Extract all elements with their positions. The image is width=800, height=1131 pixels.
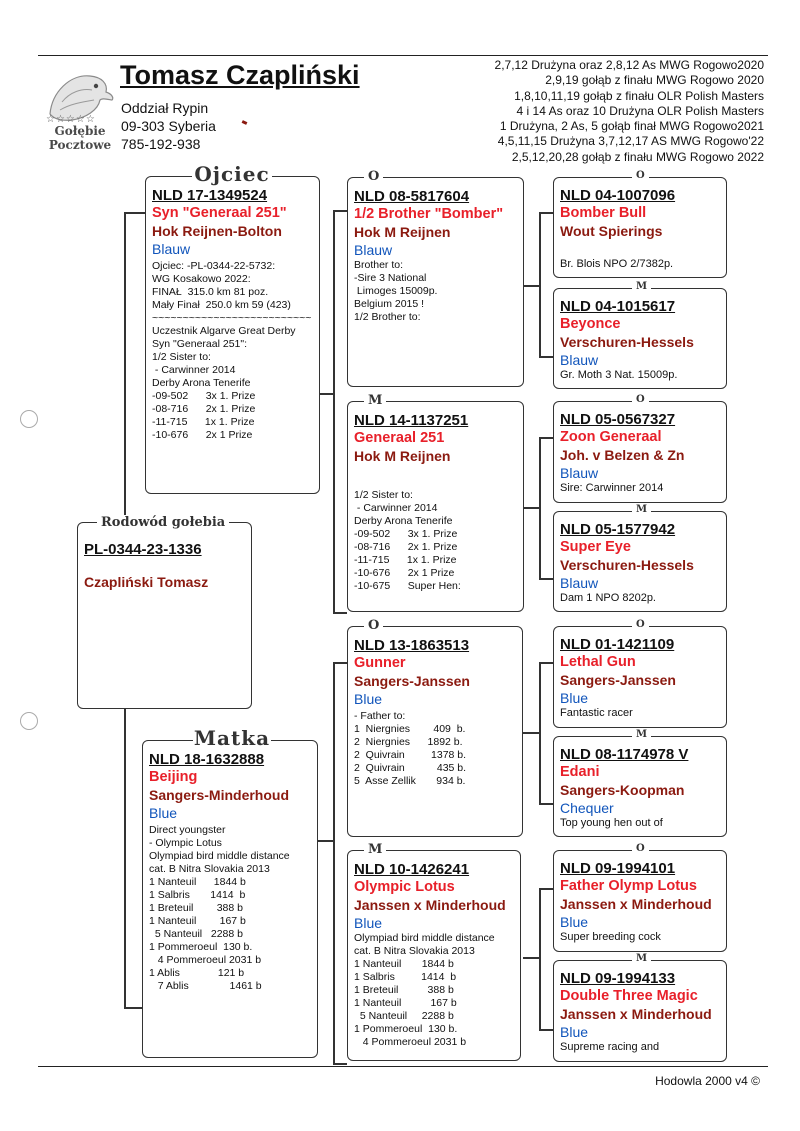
connector: [124, 708, 126, 1008]
achievement-item: 4 i 14 As oraz 10 Drużyna OLR Polish Masters: [516, 103, 764, 118]
achievement-item: 2,7,12 Drużyna oraz 2,8,12 As MWG Rogowo2020: [494, 58, 764, 72]
dd-sire-ring: NLD 09-1994101: [560, 860, 676, 877]
sire-sire-name: 1/2 Brother "Bomber": [354, 206, 504, 222]
dam-info: Direct youngster - Olympic Lotus Olympiad bird middle distance cat. B Nitra Slovakia 2013 1 Nanteuil 1844 b 1 Salbris 1414 b 1 Breteuil 388 b 1 Nanteuil 167 b 5 Nanteuil 2288 b 1 Pommeroeul 130 b. 4 Pommeroeul 2031 b 1 Ablis 121 b 7 Ablis 1461 b: [149, 824, 290, 992]
dam-breeder: Sangers-Minderhoud: [149, 787, 290, 803]
ds-dam-ring: NLD 08-1174978 V: [560, 746, 689, 763]
ss-sire-color: [560, 240, 720, 258]
dam-dam-breeder: Janssen x Minderhoud: [354, 897, 506, 913]
achievement-item: 4,5,11,15 Drużyna 3,7,12,17 AS MWG Rogowo'22: [497, 134, 764, 149]
sd-dam-breeder: Verschuren-Hessels: [560, 557, 694, 573]
sd-dam-ring: NLD 05-1577942: [560, 521, 676, 538]
sire-sire-ring: NLD 08-5817604: [354, 188, 470, 205]
ss-dam-tag: M: [632, 281, 651, 292]
subject-ring: PL-0344-23-1336: [84, 541, 202, 558]
connector: [539, 212, 553, 214]
connector: [523, 285, 539, 287]
sire-sire-tag: O: [364, 169, 383, 184]
connector: [539, 888, 553, 890]
pedigree-label: Rodowód gołebia: [97, 515, 229, 530]
achievement-item: 1,8,10,11,19 gołąb z finału OLR Polish Masters: [514, 88, 764, 103]
sire-ring: NLD 17-1349524: [152, 187, 268, 204]
connector: [333, 662, 335, 1064]
connector: [539, 1029, 553, 1031]
connector: [539, 356, 553, 358]
owner-phone: 785-192-938: [121, 136, 201, 152]
ds-dam-color: Chequer: [560, 800, 614, 816]
connector: [539, 888, 541, 1030]
father-label: Ojciec: [192, 162, 272, 186]
dd-sire-color: Blue: [560, 914, 589, 930]
sire-dam-box[interactable]: [347, 401, 524, 612]
footer-text: Hodowla 2000 v4 ©: [655, 1074, 760, 1088]
dd-sire-tag: O: [632, 843, 649, 854]
connector: [317, 840, 333, 842]
ss-dam-info: Gr. Moth 3 Nat. 15009p.: [560, 369, 678, 381]
sd-sire-box[interactable]: [553, 401, 727, 503]
connector: [523, 732, 539, 734]
connector: [523, 507, 539, 509]
ss-sire-info: Br. Blois NPO 2/7382p.: [560, 258, 674, 270]
sd-sire-ring: NLD 05-0567327: [560, 411, 676, 428]
sd-sire-tag: O: [632, 394, 649, 405]
dam-dam-box[interactable]: [347, 850, 521, 1061]
sire-dam-tag: M: [364, 393, 386, 408]
sire-sire-color: Blauw: [354, 242, 393, 258]
sire-sire-box[interactable]: [347, 177, 524, 387]
dam-dam-color: Blue: [354, 915, 383, 931]
ds-sire-name: Lethal Gun: [560, 654, 636, 670]
dd-dam-ring: NLD 09-1994133: [560, 970, 676, 987]
dam-box[interactable]: [142, 740, 318, 1058]
ds-dam-tag: M: [632, 729, 651, 740]
owner-branch: Oddział Rypin: [121, 100, 209, 116]
connector: [124, 212, 146, 214]
sire-breeder: Hok Reijnen-Bolton: [152, 223, 282, 239]
connector: [539, 212, 541, 357]
sd-sire-color: Blauw: [560, 465, 599, 481]
bullet-mark: [242, 120, 248, 125]
sire-dam-info: 1/2 Sister to: - Carwinner 2014 Derby Arona Tenerife -09-502 3x 1. Prize -08-716 2x 1. Prize -11-715 1x 1. Prize -10-676 2x 1 Prize -10-675 Super Hen:: [354, 489, 461, 592]
ss-sire-name: Bomber Bull: [560, 205, 647, 221]
ss-sire-tag: O: [632, 170, 649, 181]
connector: [539, 803, 553, 805]
mother-label: Matka: [193, 726, 271, 750]
achievement-item: 2,5,12,20,28 gołąb z finału MWG Rogowo 2022: [511, 149, 764, 164]
connector: [539, 437, 553, 439]
dam-ring: NLD 18-1632888: [149, 751, 265, 768]
ss-sire-box[interactable]: [553, 177, 727, 278]
sire-dam-name: Generaal 251: [354, 430, 445, 446]
dam-dam-name: Olympic Lotus: [354, 879, 455, 895]
ds-sire-breeder: Sangers-Janssen: [560, 672, 676, 688]
sd-dam-color: Blauw: [560, 575, 599, 591]
dd-dam-box[interactable]: [553, 960, 727, 1062]
sire-dam-color: [354, 465, 517, 483]
sire-sire-info: Brother to: -Sire 3 National Limoges 15009p. Belgium 2015 ! 1/2 Brother to:: [354, 259, 438, 323]
sire-box[interactable]: [145, 176, 320, 494]
logo-text-line-2: Pocztowe: [48, 138, 112, 152]
dd-dam-tag: M: [632, 953, 651, 964]
dam-sire-info: - Father to: 1 Niergnies 409 b. 2 Niergnies 1892 b. 2 Quivrain 1378 b. 2 Quivrain 435 b. 5 Asse Zellik 934 b.: [354, 710, 467, 787]
sire-name: Syn "Generaal 251": [152, 205, 287, 221]
dam-sire-breeder: Sangers-Janssen: [354, 673, 470, 689]
sd-sire-info: Sire: Carwinner 2014: [560, 482, 664, 494]
connector: [523, 957, 539, 959]
ss-sire-ring: NLD 04-1007096: [560, 187, 676, 204]
sire-info: Ojciec: -PL-0344-22-5732: WG Kosakowo 2022: FINAŁ 315.0 km 81 poz. Mały Finał 250.0 km 59 (423) ~~~~~~~~~~~~~~~~~~~~~~~~~~ Uczestnik Algarve Great Derby Syn "Generaal 251": 1/2 Sister to: - Carwinner 2014 Derby Arona Tenerife -09-502 3x 1. Prize -08-716 2x 1. Prize -11-715 1x 1. Prize -10-676 2x 1 Prize: [152, 260, 312, 441]
ss-dam-breeder: Verschuren-Hessels: [560, 334, 694, 350]
dd-dam-color: Blue: [560, 1024, 589, 1040]
punch-hole-top: [20, 410, 38, 428]
ds-sire-ring: NLD 01-1421109: [560, 636, 675, 653]
connector: [539, 662, 541, 804]
ds-dam-name: Edani: [560, 764, 600, 780]
logo-text: [44, 124, 116, 152]
connector: [124, 212, 126, 522]
connector: [333, 210, 335, 613]
subject-owner: Czapliński Tomasz: [84, 574, 209, 590]
dd-sire-breeder: Janssen x Minderhoud: [560, 896, 712, 912]
dam-sire-color: Blue: [354, 691, 383, 707]
connector: [124, 1007, 142, 1009]
header-top-rule: [38, 55, 768, 56]
ss-dam-ring: NLD 04-1015617: [560, 298, 676, 315]
dam-sire-ring: NLD 13-1863513: [354, 637, 470, 654]
ss-dam-box[interactable]: [553, 288, 727, 389]
achievement-item: 1 Drużyna, 2 As, 5 gołąb finał MWG Rogowo2021: [499, 119, 764, 134]
ds-dam-breeder: Sangers-Koopman: [560, 782, 685, 798]
owner-name: Tomasz Czapliński: [120, 60, 360, 90]
dam-sire-name: Gunner: [354, 655, 406, 671]
ds-sire-info: Fantastic racer: [560, 707, 633, 719]
ds-dam-box[interactable]: [553, 736, 727, 837]
sd-sire-name: Zoon Generaal: [560, 429, 662, 445]
ds-sire-tag: O: [632, 619, 649, 630]
dam-sire-box[interactable]: [347, 626, 523, 837]
connector: [539, 437, 541, 579]
achievements-list: [495, 58, 764, 165]
owner-address: 09-303 Syberia: [121, 118, 216, 134]
dam-dam-tag: M: [364, 842, 386, 857]
connector: [333, 612, 347, 614]
subject-box[interactable]: [77, 522, 252, 709]
sd-dam-info: Dam 1 NPO 8202p.: [560, 592, 656, 604]
footer-rule: [38, 1066, 768, 1067]
connector: [539, 662, 553, 664]
sd-sire-breeder: Joh. v Belzen & Zn: [560, 447, 685, 463]
connector: [539, 578, 553, 580]
sd-dam-name: Super Eye: [560, 539, 631, 555]
sire-color: Blauw: [152, 241, 191, 257]
dd-dam-breeder: Janssen x Minderhoud: [560, 1006, 712, 1022]
ds-sire-color: Blue: [560, 690, 589, 706]
sire-dam-breeder: Hok M Reijnen: [354, 448, 451, 464]
dd-dam-name: Double Three Magic: [560, 988, 698, 1004]
connector: [333, 210, 347, 212]
logo-text-line-1: Gołębie: [54, 124, 106, 138]
ss-sire-breeder: Wout Spierings: [560, 223, 663, 239]
sd-dam-tag: M: [632, 504, 651, 515]
dam-dam-info: Olympiad bird middle distance cat. B Nitra Slovakia 2013 1 Nanteuil 1844 b 1 Salbris 1414 b 1 Breteuil 388 b 1 Nanteuil 167 b 5 Nanteuil 2288 b 1 Pommeroeul 130 b. 4 Pommeroeul 2031 b: [354, 932, 495, 1048]
dd-sire-name: Father Olymp Lotus: [560, 878, 697, 894]
ds-dam-info: Top young hen out of: [560, 817, 663, 829]
dam-sire-tag: O: [364, 618, 383, 633]
connector: [333, 662, 347, 664]
logo-stars: ☆☆☆☆☆: [46, 114, 96, 125]
dd-dam-info: Supreme racing and: [560, 1041, 660, 1053]
sire-sire-breeder: Hok M Reijnen: [354, 224, 451, 240]
dam-name: Beijing: [149, 769, 198, 785]
sire-dam-ring: NLD 14-1137251: [354, 412, 469, 429]
punch-hole-bottom: [20, 712, 38, 730]
ss-dam-name: Beyonce: [560, 316, 621, 332]
dd-sire-box[interactable]: [553, 850, 727, 952]
dd-sire-info: Super breeding cock: [560, 931, 661, 943]
ds-sire-box[interactable]: [553, 626, 727, 728]
sd-dam-box[interactable]: [553, 511, 727, 612]
dam-color: Blue: [149, 805, 178, 821]
connector: [333, 1063, 347, 1065]
achievement-item: 2,9,19 gołąb z finału MWG Rogowo 2020: [545, 73, 764, 88]
ss-dam-color: Blauw: [560, 352, 599, 368]
dam-dam-ring: NLD 10-1426241: [354, 861, 470, 878]
